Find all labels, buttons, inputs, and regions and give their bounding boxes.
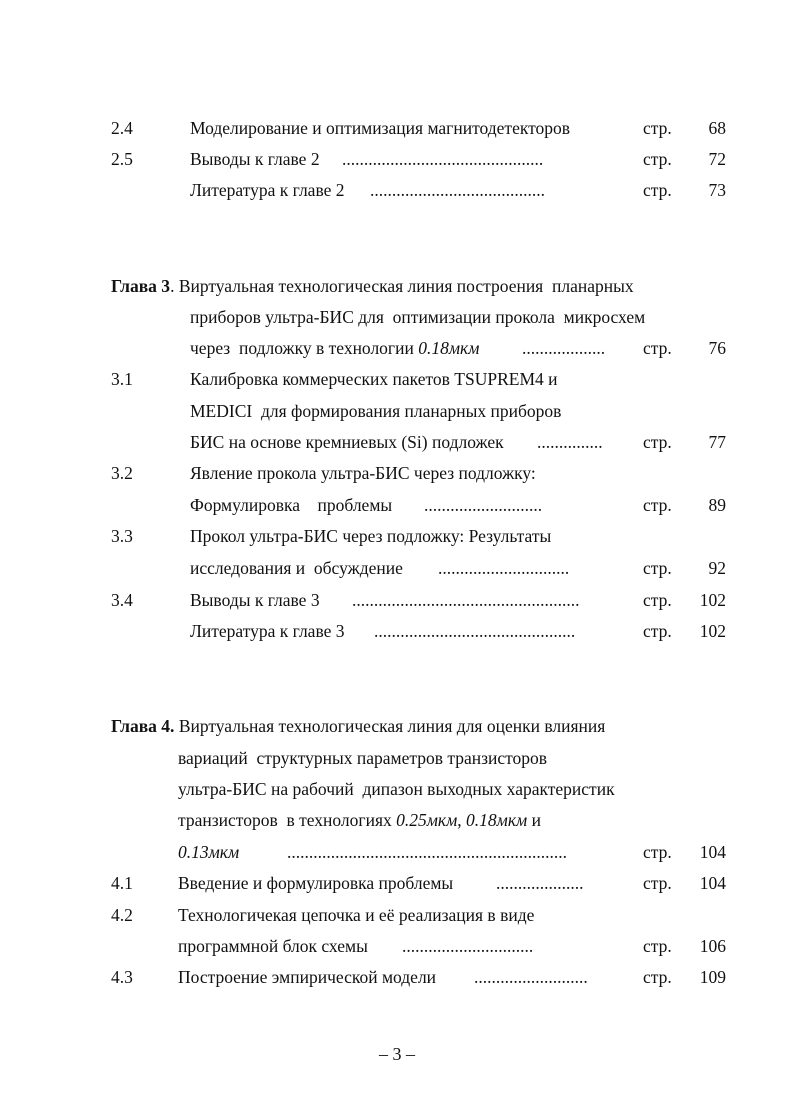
page-label: стр. xyxy=(643,842,672,862)
dot-leader: .............................. xyxy=(402,936,534,956)
page-label: стр. xyxy=(643,967,672,987)
chapter-label: Глава 3 xyxy=(111,276,171,296)
footer-page-number: – 3 – xyxy=(379,1044,415,1064)
chapter-title-line: через подложку в технологии 0.18мкм xyxy=(190,338,480,358)
toc-item-number: 3.1 xyxy=(111,369,133,389)
dot-leader: .................... xyxy=(496,873,584,893)
page-number: 76 xyxy=(708,338,726,358)
dot-leader: ............... xyxy=(537,432,603,452)
toc-item-title: Построение эмпирической модели xyxy=(178,967,437,987)
toc-item-number: 2.4 xyxy=(111,118,133,138)
toc-item-title: Явление прокола ультра-БИС через подложку: xyxy=(190,463,536,483)
dot-leader: ................... xyxy=(522,338,606,358)
page-number: 68 xyxy=(708,118,726,138)
page-number: 89 xyxy=(708,495,726,515)
page-label: стр. xyxy=(643,873,672,893)
dot-leader: .................................................... xyxy=(352,590,580,610)
page-label: стр. xyxy=(643,432,672,452)
toc-item-title: Литература к главе 2 xyxy=(190,180,345,200)
dot-leader: .......................... xyxy=(474,967,588,987)
chapter-title-line: приборов ультра-БИС для оптимизации прокола микросхем xyxy=(190,307,646,327)
dot-leader: .............................. xyxy=(438,558,570,578)
page-number: 73 xyxy=(708,180,726,200)
dot-leader: ........................... xyxy=(424,495,543,515)
toc-item-number: 3.2 xyxy=(111,463,133,483)
page-label: стр. xyxy=(643,149,672,169)
dot-leader: ................................................................ xyxy=(287,842,567,862)
page-number: 104 xyxy=(699,873,726,893)
toc-item-title: БИС на основе кремниевых (Si) подложек xyxy=(190,432,504,452)
chapter-heading xyxy=(111,716,605,736)
toc-item-title: Литература к главе 3 xyxy=(190,621,345,641)
dot-leader: .............................................. xyxy=(342,149,544,169)
chapter-title: Виртуальная технологическая линия для оценки влияния xyxy=(174,716,606,736)
page-label: стр. xyxy=(643,495,672,515)
dot-leader: .............................................. xyxy=(374,621,576,641)
page-number: 92 xyxy=(708,558,726,578)
page-number: 102 xyxy=(699,590,726,610)
toc-item-title: Технологичекая цепочка и её реализация в виде xyxy=(178,905,535,925)
chapter-label: Глава 4. xyxy=(111,716,175,736)
page-label: стр. xyxy=(643,558,672,578)
chapter-title-line: транзисторов в технологиях 0.25мкм, 0.18мкм и xyxy=(178,810,541,830)
chapter-title-line: 0.13мкм xyxy=(178,842,240,862)
chapter-title-line: вариаций структурных параметров транзисторов xyxy=(178,748,548,768)
page-label: стр. xyxy=(643,590,672,610)
page-number: 104 xyxy=(699,842,726,862)
chapter-title: . Виртуальная технологическая линия построения планарных xyxy=(170,276,634,296)
toc-item-title: Выводы к главе 2 xyxy=(190,149,320,169)
toc-item-number: 4.2 xyxy=(111,905,133,925)
toc-item-title: Калибровка коммерческих пакетов TSUPREM4 и xyxy=(190,369,558,389)
toc-item-number: 4.1 xyxy=(111,873,133,893)
page-label: стр. xyxy=(643,118,672,138)
chapter-title-line: ультра-БИС на рабочий дипазон выходных характеристик xyxy=(178,779,615,799)
dot-leader: ........................................ xyxy=(370,180,545,200)
chapter-heading xyxy=(111,276,634,296)
page-number: 106 xyxy=(699,936,726,956)
page-number: 102 xyxy=(699,621,726,641)
toc-item-title: Прокол ультра-БИС через подложку: Результаты xyxy=(190,526,552,546)
toc-item-number: 4.3 xyxy=(111,967,133,987)
page-label: стр. xyxy=(643,621,672,641)
page-number: 77 xyxy=(708,432,726,452)
page-label: стр. xyxy=(643,180,672,200)
page-label: стр. xyxy=(643,338,672,358)
page-label: стр. xyxy=(643,936,672,956)
page-number: 109 xyxy=(699,967,726,987)
toc-item-title: Выводы к главе 3 xyxy=(190,590,320,610)
toc-item-title: исследования и обсуждение xyxy=(190,558,403,578)
toc-item-title: Моделирование и оптимизация магнитодетекторов xyxy=(190,118,571,138)
page-number: 72 xyxy=(708,149,726,169)
toc-item-title: программной блок схемы xyxy=(178,936,368,956)
toc-item-title: Формулировка проблемы xyxy=(190,495,393,515)
toc-item-number: 3.4 xyxy=(111,590,133,610)
toc-item-title: MEDICI для формирования планарных приборов xyxy=(190,401,562,421)
toc-item-number: 2.5 xyxy=(111,149,133,169)
toc-item-number: 3.3 xyxy=(111,526,133,546)
toc-item-title: Введение и формулировка проблемы xyxy=(178,873,454,893)
